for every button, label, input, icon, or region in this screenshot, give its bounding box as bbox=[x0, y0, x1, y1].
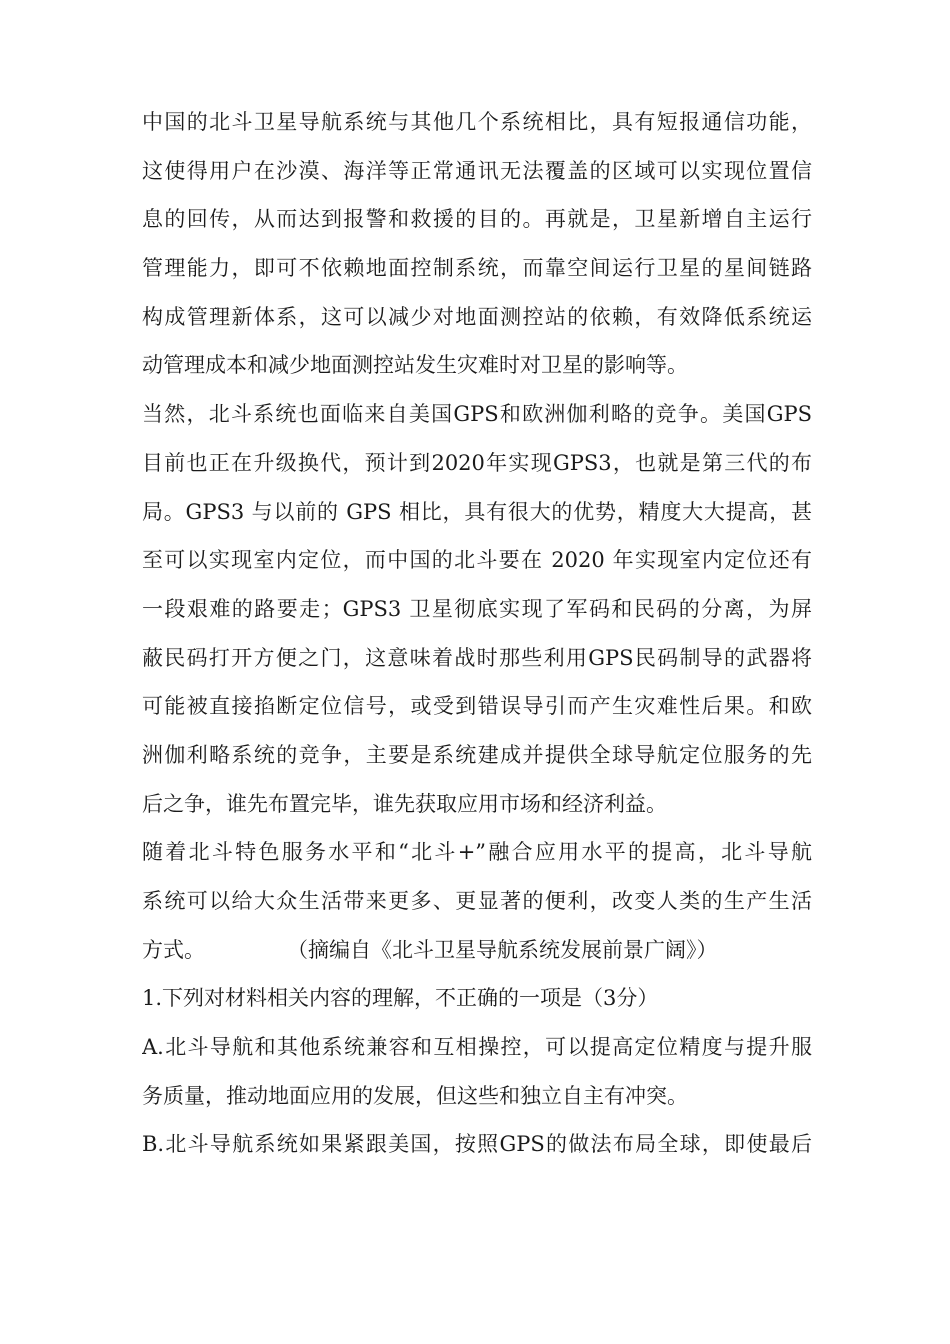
text-line: 动管理成本和减少地面测控站发生灾难时对卫星的影响等。 bbox=[142, 353, 688, 378]
text-line: 一段艰难的路要走；GPS3 卫星彻底实现了军码和民码的分离，为屏 bbox=[142, 596, 812, 621]
text-line: 息的回传，从而达到报警和救援的目的。再就是，卫星新增自主运行 bbox=[142, 207, 812, 232]
paragraph-beidou-features bbox=[142, 98, 812, 390]
text-line: 管理能力，即可不依赖地面控制系统，而靠空间运行卫星的星间链路 bbox=[142, 256, 812, 281]
text-line: 蔽民码打开方便之门，这意味着战时那些利用GPS民码制导的武器将 bbox=[142, 645, 812, 670]
text-line: 构成管理新体系，这可以减少对地面测控站的依赖，有效降低系统运 bbox=[142, 304, 812, 329]
text-line: 后之争，谁先布置完毕，谁先获取应用市场和经济利益。 bbox=[142, 791, 667, 816]
text-line: 洲伽利略系统的竞争，主要是系统建成并提供全球导航定位服务的先 bbox=[142, 742, 812, 767]
text-line: 系统可以给大众生活带来更多、更显著的便利，改变人类的生产生活 bbox=[142, 889, 812, 913]
text-line: 随着北斗特色服务水平和“北斗+”融合应用水平的提高，北斗导航 bbox=[142, 840, 812, 865]
text-line: 这使得用户在沙漠、海洋等正常通讯无法覆盖的区域可以实现位置信 bbox=[142, 158, 812, 183]
source-citation: （摘编自《北斗卫星导航系统发展前景广阔》） bbox=[287, 937, 718, 962]
paragraph-outlook bbox=[142, 828, 812, 974]
option-line: B.北斗导航系统如果紧跟美国，按照GPS的做法布局全球，即使最后 bbox=[142, 1132, 812, 1157]
text-line: 当然，北斗系统也面临来自美国GPS和欧洲伽利略的竞争。美国GPS bbox=[142, 402, 812, 427]
option-line: A.北斗导航和其他系统兼容和互相操控，可以提高定位精度与提升服 bbox=[142, 1035, 812, 1060]
text-line-end: 方式。 bbox=[142, 937, 205, 962]
option-b bbox=[142, 1120, 812, 1169]
text-line: 中国的北斗卫星导航系统与其他几个系统相比，具有短报通信功能， bbox=[142, 110, 812, 134]
text-line bbox=[142, 926, 812, 975]
text-line: 目前也正在升级换代，预计到2020年实现GPS3，也就是第三代的布 bbox=[142, 450, 812, 475]
question-1 bbox=[142, 974, 812, 1169]
text-line: 至可以实现室内定位，而中国的北斗要在 2020 年实现室内定位还有 bbox=[142, 548, 812, 573]
document-page bbox=[142, 98, 812, 1169]
option-line: 务质量，推动地面应用的发展，但这些和独立自主有冲突。 bbox=[142, 1083, 688, 1108]
text-line: 可能被直接掐断定位信号，或受到错误导引而产生灾难性后果。和欧 bbox=[142, 694, 812, 719]
option-a bbox=[142, 1023, 812, 1120]
paragraph-competition bbox=[142, 390, 812, 828]
text-line: 局。GPS3 与以前的 GPS 相比，具有很大的优势，精度大大提高，甚 bbox=[142, 499, 812, 524]
question-stem: 1.下列对材料相关内容的理解，不正确的一项是（3分） bbox=[142, 986, 659, 1011]
